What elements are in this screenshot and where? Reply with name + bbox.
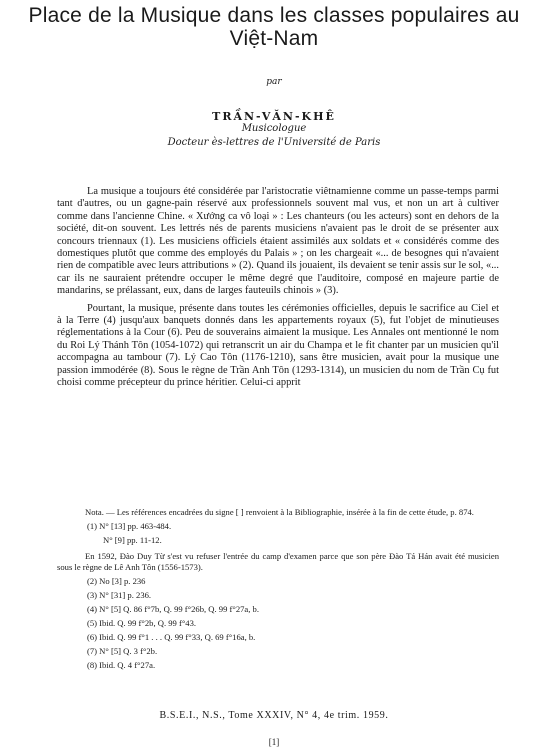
body-paragraph: La musique a toujours été considérée par l'aristocratie viêtnamienne comme un passe-temps parmi tant d'autres, ou un gagne-pain réservé aux professionnels souvent mal vus, et non un art à cultiver comme dans l'ancienne Chine. « Xướng ca vô loại » : Les chanteurs (ou les acteurs) sont en dehors de la société, dit-on souvent. Les lettrés nés de parents musiciens n'avaient pas le droit de se présenter aux concours triennaux (1). Les musiciens officiels étaient assimilés aux soldats et « considérés comme des domestiques plutôt que comme des employés du Palais » ; on les chargeait «... de besognes qui n'avaient rien de compatible avec leurs attributions » (2). Quand ils jouaient, ils devaient se tenir assis sur le sol, «... car ils ne sauraient prétendre occuper le même degré que l'auditoire, composé en majeure partie de mandarins, se prélassant, eux, dans de larges fauteuils chinois » (3). <box>57 186 499 297</box>
footnote-ref: (5) Ibid. Q. 99 f°2b, Q. 99 f°43. <box>87 618 197 628</box>
author-degree: Docteur ès-lettres de l'Université de Paris <box>167 137 381 148</box>
article-body <box>57 186 499 390</box>
byline-par: par <box>266 77 282 87</box>
footnote-ref: (3) N° [31] p. 236. <box>87 590 152 600</box>
footnote-ref: (2) No [3] p. 236 <box>87 576 146 586</box>
footnote-ref: (1) N° [13] pp. 463-484. <box>87 521 172 531</box>
page-number: [1] <box>268 737 280 747</box>
author-name: TRẦN-VĂN-KHÊ <box>212 110 336 123</box>
author-role: Musicologue <box>241 123 307 134</box>
body-paragraph: Pourtant, la musique, présente dans toutes les cérémonies officielles, depuis le sacrifice au Ciel et à la Terre (4) jusqu'aux banquets donnés dans les appartements royaux (5), fut l'objet de minutieuses réglementations à la Cour (6). Peu de souverains aimaient la musique. Les Annales ont mentionné le nom du Roi Lý Thánh Tôn (1054-1072) qui retranscrit un air du Champa et le fit chanter par un musicien qu'il accompagna au tambour (7). Lý Cao Tôn (1176-1210), sans être musicien, avait pour la musique une passion immodérée (8). Sous le règne de Trần Anh Tôn (1293-1314), un musicien du nom de Trần Cụ fut choisi comme précepteur du prince héritier. Celui-ci apprit <box>57 302 499 389</box>
footnote-intro: Nota. — Les références encadrées du signe [ ] renvoient à la Bibliographie, insérée à la fin de cette étude, p. 874. <box>85 507 474 517</box>
footnote-ref: (4) N° [5] Q. 86 f°7b, Q. 99 f°26b, Q. 99 f°27a, b. <box>87 604 259 614</box>
article-title: Place de la Musique dans les classes populaires au Việt-Nam <box>28 4 520 50</box>
footnote-ref: (7) N° [5] Q. 3 f°2b. <box>87 646 158 656</box>
footnotes <box>57 507 499 674</box>
footnote-ref: N° [9] pp. 11-12. <box>103 535 162 545</box>
journal-footer: B.S.E.I., N.S., Tome XXXIV, N° 4, 4e trim. 1959. <box>159 710 389 721</box>
footnote-long: En 1592, Đào Duy Từ s'est vu refuser l'entrée du camp d'examen parce que son père Đào Tá Hán avait été musicien sous le règne de Lê Anh Tôn (1556-1573). <box>57 551 499 572</box>
footnote-ref: (6) Ibid. Q. 99 f°1 . . . Q. 99 f°33, Q. 69 f°16a, b. <box>87 632 256 642</box>
footnote-ref: (8) Ibid. Q. 4 f°27a. <box>87 660 156 670</box>
